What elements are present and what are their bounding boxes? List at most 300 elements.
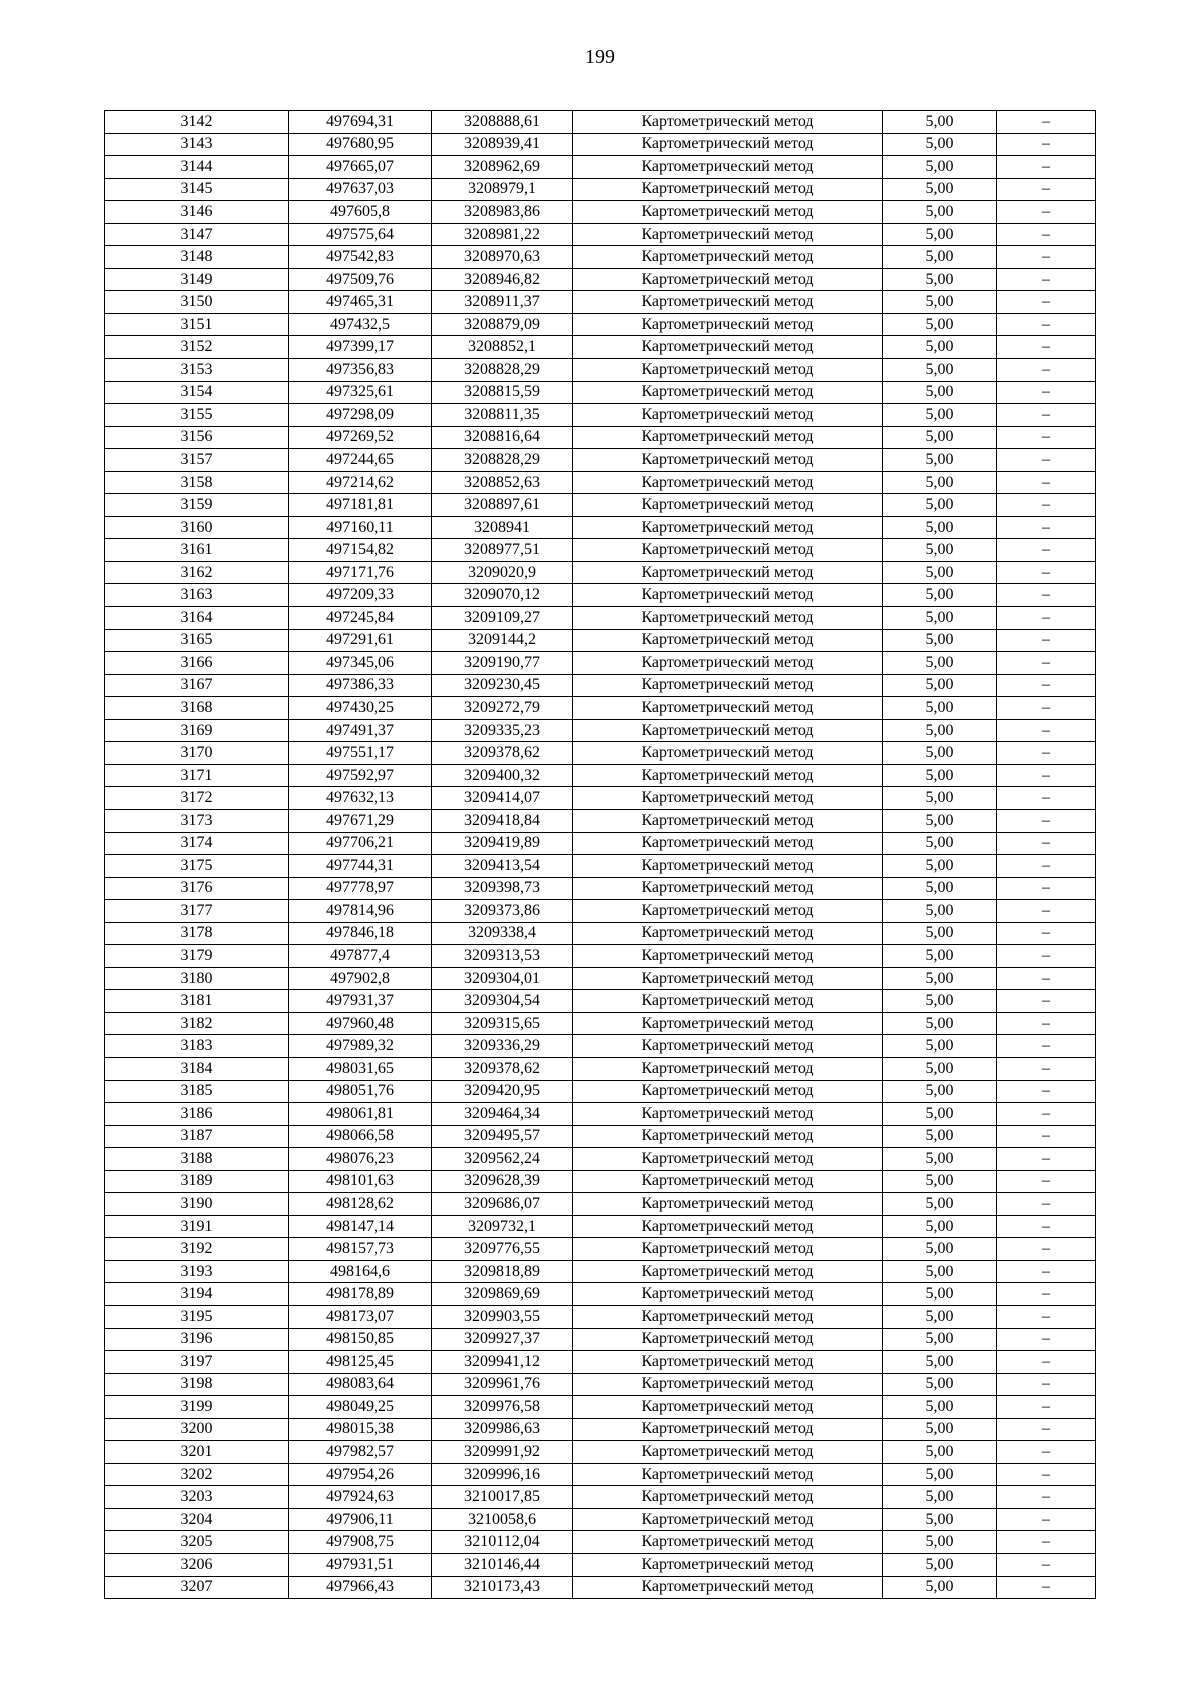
method-cell: Картометрический метод [573, 1035, 883, 1058]
method-cell: Картометрический метод [573, 494, 883, 517]
method-cell: Картометрический метод [573, 426, 883, 449]
method-cell: Картометрический метод [573, 1012, 883, 1035]
y-coordinate-cell: 3208852,1 [432, 336, 573, 359]
accuracy-cell: 5,00 [883, 1035, 997, 1058]
method-cell: Картометрический метод [573, 809, 883, 832]
y-coordinate-cell: 3209020,9 [432, 561, 573, 584]
method-cell: Картометрический метод [573, 990, 883, 1013]
description-cell: – [997, 246, 1096, 269]
method-cell: Картометрический метод [573, 1554, 883, 1577]
point-number-cell: 3149 [105, 268, 289, 291]
method-cell: Картометрический метод [573, 336, 883, 359]
table-row [105, 1463, 1096, 1486]
table-row [105, 494, 1096, 517]
accuracy-cell: 5,00 [883, 201, 997, 224]
y-coordinate-cell: 3208828,29 [432, 449, 573, 472]
table-row [105, 1576, 1096, 1599]
method-cell: Картометрический метод [573, 561, 883, 584]
y-coordinate-cell: 3210112,04 [432, 1531, 573, 1554]
y-coordinate-cell: 3209927,37 [432, 1328, 573, 1351]
x-coordinate-cell: 498066,58 [289, 1125, 432, 1148]
accuracy-cell: 5,00 [883, 223, 997, 246]
x-coordinate-cell: 497665,07 [289, 156, 432, 179]
accuracy-cell: 5,00 [883, 855, 997, 878]
x-coordinate-cell: 497680,95 [289, 133, 432, 156]
x-coordinate-cell: 498049,25 [289, 1396, 432, 1419]
x-coordinate-cell: 498157,73 [289, 1238, 432, 1261]
point-number-cell: 3143 [105, 133, 289, 156]
point-number-cell: 3175 [105, 855, 289, 878]
point-number-cell: 3176 [105, 877, 289, 900]
point-number-cell: 3192 [105, 1238, 289, 1261]
method-cell: Картометрический метод [573, 1103, 883, 1126]
table-row [105, 1328, 1096, 1351]
description-cell: – [997, 629, 1096, 652]
accuracy-cell: 5,00 [883, 1215, 997, 1238]
point-number-cell: 3181 [105, 990, 289, 1013]
table-row [105, 1508, 1096, 1531]
table-row [105, 764, 1096, 787]
method-cell: Картометрический метод [573, 674, 883, 697]
y-coordinate-cell: 3209420,95 [432, 1080, 573, 1103]
description-cell: – [997, 945, 1096, 968]
accuracy-cell: 5,00 [883, 539, 997, 562]
point-number-cell: 3156 [105, 426, 289, 449]
method-cell: Картометрический метод [573, 629, 883, 652]
table-row [105, 855, 1096, 878]
description-cell: – [997, 516, 1096, 539]
x-coordinate-cell: 498125,45 [289, 1351, 432, 1374]
table-row [105, 1035, 1096, 1058]
y-coordinate-cell: 3209398,73 [432, 877, 573, 900]
description-cell: – [997, 291, 1096, 314]
y-coordinate-cell: 3209335,23 [432, 719, 573, 742]
point-number-cell: 3185 [105, 1080, 289, 1103]
point-number-cell: 3196 [105, 1328, 289, 1351]
description-cell: – [997, 1328, 1096, 1351]
method-cell: Картометрический метод [573, 1057, 883, 1080]
x-coordinate-cell: 497171,76 [289, 561, 432, 584]
description-cell: – [997, 156, 1096, 179]
description-cell: – [997, 607, 1096, 630]
point-number-cell: 3145 [105, 178, 289, 201]
accuracy-cell: 5,00 [883, 967, 997, 990]
table-row [105, 1351, 1096, 1374]
table-row [105, 877, 1096, 900]
method-cell: Картометрический метод [573, 156, 883, 179]
accuracy-cell: 5,00 [883, 156, 997, 179]
table-row [105, 742, 1096, 765]
x-coordinate-cell: 497465,31 [289, 291, 432, 314]
y-coordinate-cell: 3209941,12 [432, 1351, 573, 1374]
accuracy-cell: 5,00 [883, 268, 997, 291]
x-coordinate-cell: 497960,48 [289, 1012, 432, 1035]
accuracy-cell: 5,00 [883, 1170, 997, 1193]
description-cell: – [997, 539, 1096, 562]
method-cell: Картометрический метод [573, 516, 883, 539]
table-row [105, 1148, 1096, 1171]
table-row [105, 1080, 1096, 1103]
y-coordinate-cell: 3209338,4 [432, 922, 573, 945]
table-row [105, 832, 1096, 855]
y-coordinate-cell: 3208897,61 [432, 494, 573, 517]
description-cell: – [997, 178, 1096, 201]
method-cell: Картометрический метод [573, 381, 883, 404]
y-coordinate-cell: 3208946,82 [432, 268, 573, 291]
table-row [105, 990, 1096, 1013]
point-number-cell: 3179 [105, 945, 289, 968]
x-coordinate-cell: 497542,83 [289, 246, 432, 269]
description-cell: – [997, 426, 1096, 449]
y-coordinate-cell: 3209562,24 [432, 1148, 573, 1171]
x-coordinate-cell: 497744,31 [289, 855, 432, 878]
y-coordinate-cell: 3209976,58 [432, 1396, 573, 1419]
description-cell: – [997, 1463, 1096, 1486]
description-cell: – [997, 471, 1096, 494]
point-number-cell: 3144 [105, 156, 289, 179]
x-coordinate-cell: 497298,09 [289, 404, 432, 427]
x-coordinate-cell: 497356,83 [289, 359, 432, 382]
table-row [105, 359, 1096, 382]
point-number-cell: 3166 [105, 652, 289, 675]
table-row [105, 1554, 1096, 1577]
table-row [105, 607, 1096, 630]
description-cell: – [997, 719, 1096, 742]
method-cell: Картометрический метод [573, 291, 883, 314]
point-number-cell: 3161 [105, 539, 289, 562]
table-row [105, 223, 1096, 246]
method-cell: Картометрический метод [573, 178, 883, 201]
x-coordinate-cell: 497244,65 [289, 449, 432, 472]
table-row [105, 1193, 1096, 1216]
table-row [105, 426, 1096, 449]
y-coordinate-cell: 3208977,51 [432, 539, 573, 562]
point-number-cell: 3169 [105, 719, 289, 742]
x-coordinate-cell: 497325,61 [289, 381, 432, 404]
x-coordinate-cell: 497345,06 [289, 652, 432, 675]
x-coordinate-cell: 497931,51 [289, 1554, 432, 1577]
accuracy-cell: 5,00 [883, 449, 997, 472]
y-coordinate-cell: 3209230,45 [432, 674, 573, 697]
y-coordinate-cell: 3209686,07 [432, 1193, 573, 1216]
x-coordinate-cell: 497592,97 [289, 764, 432, 787]
description-cell: – [997, 1193, 1096, 1216]
point-number-cell: 3197 [105, 1351, 289, 1374]
point-number-cell: 3191 [105, 1215, 289, 1238]
method-cell: Картометрический метод [573, 1170, 883, 1193]
method-cell: Картометрический метод [573, 223, 883, 246]
method-cell: Картометрический метод [573, 1305, 883, 1328]
method-cell: Картометрический метод [573, 404, 883, 427]
x-coordinate-cell: 497214,62 [289, 471, 432, 494]
description-cell: – [997, 133, 1096, 156]
y-coordinate-cell: 3209272,79 [432, 697, 573, 720]
accuracy-cell: 5,00 [883, 1148, 997, 1171]
x-coordinate-cell: 497160,11 [289, 516, 432, 539]
point-number-cell: 3199 [105, 1396, 289, 1419]
description-cell: – [997, 201, 1096, 224]
table-row [105, 1103, 1096, 1126]
y-coordinate-cell: 3209414,07 [432, 787, 573, 810]
method-cell: Картометрический метод [573, 1351, 883, 1374]
method-cell: Картометрический метод [573, 201, 883, 224]
x-coordinate-cell: 497605,8 [289, 201, 432, 224]
y-coordinate-cell: 3209144,2 [432, 629, 573, 652]
table-row [105, 561, 1096, 584]
method-cell: Картометрический метод [573, 1576, 883, 1599]
x-coordinate-cell: 497491,37 [289, 719, 432, 742]
description-cell: – [997, 584, 1096, 607]
method-cell: Картометрический метод [573, 133, 883, 156]
y-coordinate-cell: 3209373,86 [432, 900, 573, 923]
point-number-cell: 3162 [105, 561, 289, 584]
description-cell: – [997, 1351, 1096, 1374]
method-cell: Картометрический метод [573, 1238, 883, 1261]
description-cell: – [997, 561, 1096, 584]
x-coordinate-cell: 498101,63 [289, 1170, 432, 1193]
x-coordinate-cell: 497430,25 [289, 697, 432, 720]
accuracy-cell: 5,00 [883, 1531, 997, 1554]
y-coordinate-cell: 3208811,35 [432, 404, 573, 427]
description-cell: – [997, 1576, 1096, 1599]
description-cell: – [997, 111, 1096, 134]
y-coordinate-cell: 3209378,62 [432, 1057, 573, 1080]
table-row [105, 1396, 1096, 1419]
x-coordinate-cell: 498015,38 [289, 1418, 432, 1441]
table-row [105, 133, 1096, 156]
x-coordinate-cell: 498031,65 [289, 1057, 432, 1080]
point-number-cell: 3202 [105, 1463, 289, 1486]
accuracy-cell: 5,00 [883, 516, 997, 539]
table-row [105, 1238, 1096, 1261]
x-coordinate-cell: 497902,8 [289, 967, 432, 990]
point-number-cell: 3188 [105, 1148, 289, 1171]
x-coordinate-cell: 498164,6 [289, 1260, 432, 1283]
x-coordinate-cell: 498147,14 [289, 1215, 432, 1238]
y-coordinate-cell: 3209413,54 [432, 855, 573, 878]
table-row [105, 674, 1096, 697]
description-cell: – [997, 1396, 1096, 1419]
y-coordinate-cell: 3209419,89 [432, 832, 573, 855]
point-number-cell: 3187 [105, 1125, 289, 1148]
accuracy-cell: 5,00 [883, 742, 997, 765]
accuracy-cell: 5,00 [883, 1238, 997, 1261]
description-cell: – [997, 1260, 1096, 1283]
accuracy-cell: 5,00 [883, 877, 997, 900]
accuracy-cell: 5,00 [883, 674, 997, 697]
x-coordinate-cell: 497509,76 [289, 268, 432, 291]
method-cell: Картометрический метод [573, 539, 883, 562]
point-number-cell: 3178 [105, 922, 289, 945]
accuracy-cell: 5,00 [883, 1283, 997, 1306]
table-row [105, 967, 1096, 990]
y-coordinate-cell: 3208979,1 [432, 178, 573, 201]
method-cell: Картометрический метод [573, 246, 883, 269]
method-cell: Картометрический метод [573, 111, 883, 134]
accuracy-cell: 5,00 [883, 900, 997, 923]
point-number-cell: 3182 [105, 1012, 289, 1035]
table-row [105, 584, 1096, 607]
x-coordinate-cell: 497906,11 [289, 1508, 432, 1531]
coordinates-table-body [105, 111, 1096, 1599]
method-cell: Картометрический метод [573, 652, 883, 675]
description-cell: – [997, 809, 1096, 832]
table-row [105, 900, 1096, 923]
y-coordinate-cell: 3209495,57 [432, 1125, 573, 1148]
y-coordinate-cell: 3208816,64 [432, 426, 573, 449]
description-cell: – [997, 1012, 1096, 1035]
point-number-cell: 3160 [105, 516, 289, 539]
y-coordinate-cell: 3209315,65 [432, 1012, 573, 1035]
table-row [105, 156, 1096, 179]
description-cell: – [997, 1554, 1096, 1577]
y-coordinate-cell: 3209336,29 [432, 1035, 573, 1058]
method-cell: Картометрический метод [573, 1396, 883, 1419]
accuracy-cell: 5,00 [883, 1260, 997, 1283]
point-number-cell: 3171 [105, 764, 289, 787]
accuracy-cell: 5,00 [883, 1576, 997, 1599]
method-cell: Картометрический метод [573, 1080, 883, 1103]
point-number-cell: 3146 [105, 201, 289, 224]
table-row [105, 1305, 1096, 1328]
description-cell: – [997, 1486, 1096, 1509]
y-coordinate-cell: 3208981,22 [432, 223, 573, 246]
point-number-cell: 3205 [105, 1531, 289, 1554]
accuracy-cell: 5,00 [883, 1486, 997, 1509]
description-cell: – [997, 313, 1096, 336]
point-number-cell: 3173 [105, 809, 289, 832]
description-cell: – [997, 1215, 1096, 1238]
accuracy-cell: 5,00 [883, 404, 997, 427]
description-cell: – [997, 494, 1096, 517]
point-number-cell: 3155 [105, 404, 289, 427]
accuracy-cell: 5,00 [883, 990, 997, 1013]
accuracy-cell: 5,00 [883, 945, 997, 968]
x-coordinate-cell: 497632,13 [289, 787, 432, 810]
method-cell: Картометрический метод [573, 1148, 883, 1171]
x-coordinate-cell: 497966,43 [289, 1576, 432, 1599]
accuracy-cell: 5,00 [883, 1080, 997, 1103]
table-row [105, 381, 1096, 404]
x-coordinate-cell: 497291,61 [289, 629, 432, 652]
x-coordinate-cell: 497954,26 [289, 1463, 432, 1486]
y-coordinate-cell: 3208888,61 [432, 111, 573, 134]
method-cell: Картометрический метод [573, 922, 883, 945]
table-row [105, 404, 1096, 427]
accuracy-cell: 5,00 [883, 1508, 997, 1531]
point-number-cell: 3150 [105, 291, 289, 314]
accuracy-cell: 5,00 [883, 1441, 997, 1464]
method-cell: Картометрический метод [573, 268, 883, 291]
description-cell: – [997, 1531, 1096, 1554]
y-coordinate-cell: 3210146,44 [432, 1554, 573, 1577]
table-row [105, 516, 1096, 539]
accuracy-cell: 5,00 [883, 1103, 997, 1126]
page-number: 199 [585, 46, 615, 68]
y-coordinate-cell: 3208941 [432, 516, 573, 539]
y-coordinate-cell: 3209418,84 [432, 809, 573, 832]
table-row [105, 178, 1096, 201]
table-row [105, 336, 1096, 359]
method-cell: Картометрический метод [573, 697, 883, 720]
table-row [105, 945, 1096, 968]
accuracy-cell: 5,00 [883, 426, 997, 449]
y-coordinate-cell: 3209378,62 [432, 742, 573, 765]
description-cell: – [997, 449, 1096, 472]
table-row [105, 111, 1096, 134]
description-cell: – [997, 1508, 1096, 1531]
y-coordinate-cell: 3208828,29 [432, 359, 573, 382]
accuracy-cell: 5,00 [883, 336, 997, 359]
method-cell: Картометрический метод [573, 877, 883, 900]
y-coordinate-cell: 3209304,54 [432, 990, 573, 1013]
point-number-cell: 3159 [105, 494, 289, 517]
description-cell: – [997, 1418, 1096, 1441]
x-coordinate-cell: 498150,85 [289, 1328, 432, 1351]
x-coordinate-cell: 497706,21 [289, 832, 432, 855]
accuracy-cell: 5,00 [883, 133, 997, 156]
y-coordinate-cell: 3209313,53 [432, 945, 573, 968]
y-coordinate-cell: 3209109,27 [432, 607, 573, 630]
description-cell: – [997, 877, 1096, 900]
accuracy-cell: 5,00 [883, 809, 997, 832]
point-number-cell: 3203 [105, 1486, 289, 1509]
table-row [105, 539, 1096, 562]
table-row [105, 1260, 1096, 1283]
table-row [105, 1441, 1096, 1464]
accuracy-cell: 5,00 [883, 494, 997, 517]
accuracy-cell: 5,00 [883, 178, 997, 201]
method-cell: Картометрический метод [573, 607, 883, 630]
description-cell: – [997, 1441, 1096, 1464]
accuracy-cell: 5,00 [883, 652, 997, 675]
method-cell: Картометрический метод [573, 1418, 883, 1441]
description-cell: – [997, 1125, 1096, 1148]
accuracy-cell: 5,00 [883, 471, 997, 494]
accuracy-cell: 5,00 [883, 1125, 997, 1148]
point-number-cell: 3206 [105, 1554, 289, 1577]
method-cell: Картометрический метод [573, 1215, 883, 1238]
accuracy-cell: 5,00 [883, 1193, 997, 1216]
table-row [105, 1531, 1096, 1554]
point-number-cell: 3163 [105, 584, 289, 607]
accuracy-cell: 5,00 [883, 764, 997, 787]
x-coordinate-cell: 497551,17 [289, 742, 432, 765]
method-cell: Картометрический метод [573, 787, 883, 810]
point-number-cell: 3164 [105, 607, 289, 630]
table-row [105, 922, 1096, 945]
accuracy-cell: 5,00 [883, 1396, 997, 1419]
method-cell: Картометрический метод [573, 584, 883, 607]
point-number-cell: 3154 [105, 381, 289, 404]
x-coordinate-cell: 498173,07 [289, 1305, 432, 1328]
point-number-cell: 3207 [105, 1576, 289, 1599]
accuracy-cell: 5,00 [883, 922, 997, 945]
accuracy-cell: 5,00 [883, 697, 997, 720]
description-cell: – [997, 990, 1096, 1013]
y-coordinate-cell: 3209869,69 [432, 1283, 573, 1306]
point-number-cell: 3195 [105, 1305, 289, 1328]
point-number-cell: 3157 [105, 449, 289, 472]
description-cell: – [997, 1305, 1096, 1328]
description-cell: – [997, 1080, 1096, 1103]
method-cell: Картометрический метод [573, 742, 883, 765]
method-cell: Картометрический метод [573, 313, 883, 336]
method-cell: Картометрический метод [573, 1373, 883, 1396]
description-cell: – [997, 1283, 1096, 1306]
description-cell: – [997, 787, 1096, 810]
y-coordinate-cell: 3208962,69 [432, 156, 573, 179]
